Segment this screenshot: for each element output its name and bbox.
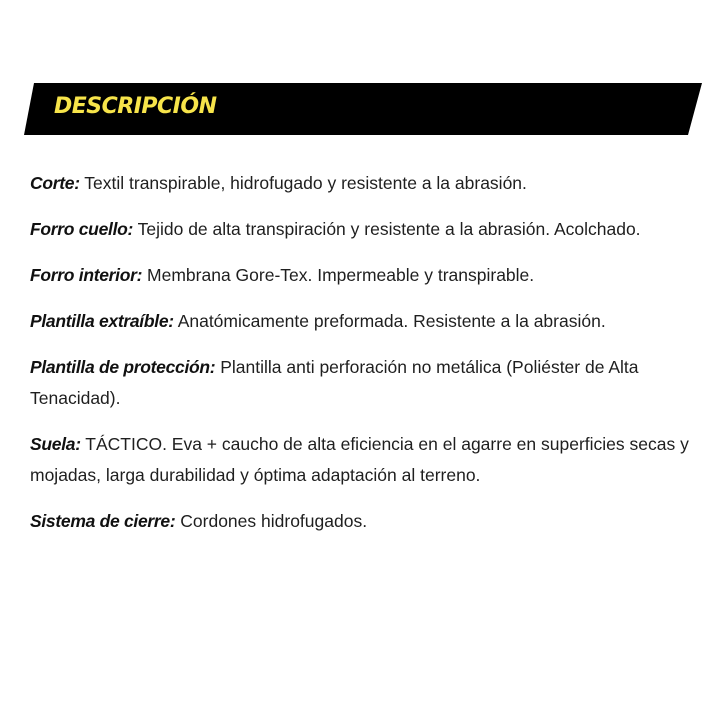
spec-plantilla-extraible (30, 306, 700, 337)
spec-corte (30, 168, 700, 199)
spec-suela (30, 429, 700, 491)
spec-label: Plantilla de protección: (30, 357, 216, 377)
spec-text: Cordones hidrofugados. (180, 511, 368, 531)
spec-list (30, 168, 700, 552)
spec-text: TÁCTICO. Eva + caucho de alta eficiencia en el agarre en superficies secas y mojadas, larga durabilidad y óptima adaptación al terreno. (30, 434, 689, 485)
spec-label: Forro interior: (30, 265, 143, 285)
spec-text: Plantilla anti perforación no metálica (Poliéster de Alta Tenacidad). (30, 357, 639, 408)
spec-text: Tejido de alta transpiración y resistente a la abrasión. Acolchado. (137, 219, 641, 239)
spec-label: Sistema de cierre: (30, 511, 176, 531)
spec-text: Membrana Gore-Tex. Impermeable y transpirable. (147, 265, 535, 285)
spec-text: Anatómicamente preformada. Resistente a la abrasión. (177, 311, 606, 331)
section-header-banner (24, 83, 702, 135)
section-title: DESCRIPCIÓN (54, 94, 217, 119)
spec-label: Forro cuello: (30, 219, 134, 239)
spec-label: Suela: (30, 434, 81, 454)
spec-forro-interior (30, 260, 700, 291)
spec-forro-cuello (30, 214, 700, 245)
spec-text: Textil transpirable, hidrofugado y resistente a la abrasión. (84, 173, 527, 193)
spec-label: Corte: (30, 173, 80, 193)
spec-label: Plantilla extraíble: (30, 311, 174, 331)
spec-sistema-cierre (30, 506, 700, 537)
spec-plantilla-proteccion (30, 352, 700, 414)
